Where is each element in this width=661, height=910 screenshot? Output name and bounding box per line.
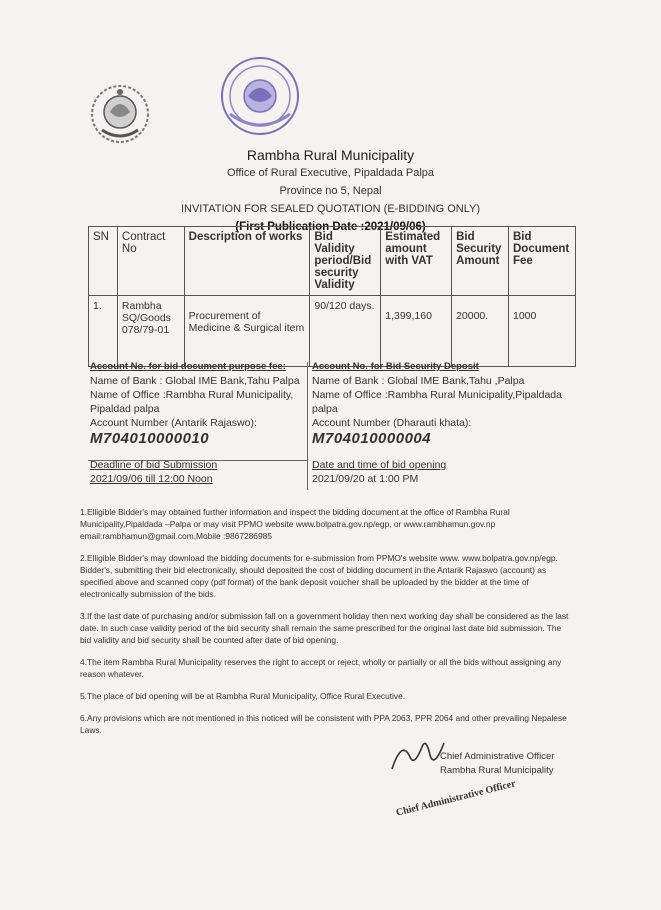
bid-security-account-number: M704010000004 (312, 430, 432, 447)
cell-bid-validity: 90/120 days. (310, 296, 381, 367)
signatory-title: Chief Administrative Officer (440, 751, 555, 762)
cell-description: Procurement of Medicine & Surgical item (184, 296, 310, 367)
col-bid-validity: Bid Validity period/Bid security Validity (310, 227, 381, 296)
col-document-fee: Bid Document Fee (509, 227, 576, 296)
notes-section (80, 506, 572, 746)
invitation-title: INVITATION FOR SEALED QUOTATION (E-BIDDING ONLY) (180, 203, 481, 215)
note-3: 3.If the last date of purchasing and/or submission fall on a government holiday then next working day shall be considered as the last date. In such case validity period of the bid security shall remain the same prescribed for the original last date bid submission. The bid validity and bid security shall be counted after date of bid opening. (80, 611, 569, 645)
notice-header (0, 146, 661, 236)
signature-icon (388, 735, 448, 775)
col-description: Description of works (184, 227, 310, 296)
note-5: 5.The place of bid opening will be at Rambha Rural Municipality, Office Rural Executive. (80, 691, 406, 701)
signature-block (440, 750, 554, 778)
signatory-office: Rambha Rural Municipality (440, 765, 554, 776)
table-row (89, 296, 576, 367)
cell-bid-security: 20000. (452, 296, 509, 367)
cell-contract-no: Rambha SQ/Goods 078/79-01 (117, 296, 184, 367)
note-2: 2.Elligible Bidder's may download the bidding documents for e-submission from PPMO's website www. www.bolpatra.gov.np/egp. Bidder's, submitting their bid electronically, should deposited the cost of bidding document in the Antarik Rajaswo (account) as specified above and scanned copy (pdf format) of the bank deposit voucher shall be uploaded by the bidder at the time of electronically submission of the bids. (80, 553, 558, 599)
nepal-emblem-icon (88, 82, 152, 146)
account-section (88, 360, 576, 494)
note-1: 1.Elligible Bidder's may obtained further information and inspect the bidding document at the office of Rambha Rural Municipality,Pipaldada –Palpa or may visit PPMO website www.bolpatra.gov.np/egp, or www.rambhamun.gov.np email:rambhamun@gmail.com,Mobile :9867286985 (80, 507, 510, 541)
deadline-value: 2021/09/06 till 12:00 Noon (90, 473, 213, 485)
document-fee-account-label: Account Number (Antarik Rajaswo): (90, 417, 257, 429)
bid-security-bank: Name of Bank : Global IME Bank,Tahu ,Palpa (312, 375, 525, 387)
bid-security-account (312, 360, 572, 486)
opening-value: 2021/09/20 at 1:00 PM (312, 473, 419, 485)
document-fee-account-number: M704010000010 (90, 430, 210, 447)
cell-sn: 1. (89, 296, 118, 367)
note-6: 6.Any provisions which are not mentioned in this noticed will be consistent with PPA 2063, PPR 2064 and other prevailing Nepalese Laws. (80, 713, 567, 735)
officer-stamp: Chief Administrative Officer (395, 778, 517, 819)
publication-date: (First Publication Date :2021/09/06) (235, 221, 426, 233)
document-fee-heading: Account No. for bid document purpose fee: (90, 361, 286, 372)
bid-security-heading: Account No. for Bid Security Deposit (312, 361, 479, 372)
deadline-label: Deadline of bid Submission (90, 459, 218, 471)
office-line: Office of Rural Executive, Pipaldada Palpa (226, 167, 435, 179)
municipality-seal-icon (218, 54, 302, 138)
cell-document-fee: 1000 (509, 296, 576, 367)
bid-table (88, 226, 576, 367)
opening-label: Date and time of bid opening (312, 459, 447, 471)
cell-estimated-amount: 1,399,160 (381, 296, 452, 367)
bid-security-account-label: Account Number (Dharauti khata): (312, 417, 472, 429)
table-header-row (89, 227, 576, 296)
col-sn: SN (89, 227, 118, 296)
document-fee-account (90, 360, 304, 486)
municipality-title: Rambha Rural Municipality (246, 147, 415, 163)
col-contract-no: Contract No (117, 227, 184, 296)
province-line: Province no 5, Nepal (279, 185, 382, 197)
document-fee-office: Name of Office :Rambha Rural Municipality, Pipaldad palpa (90, 389, 294, 415)
col-estimated-amount: Estimated amount with VAT (381, 227, 452, 296)
document-fee-bank: Name of Bank : Global IME Bank,Tahu Palpa (90, 375, 300, 387)
col-bid-security: Bid Security Amount (452, 227, 509, 296)
note-4: 4.The item Rambha Rural Municipality reserves the right to accept or reject, wholly or partially or all the bids without assigning any reason whatever. (80, 657, 562, 679)
account-divider (307, 362, 308, 490)
bid-security-office: Name of Office :Rambha Rural Municipality,Pipaldada palpa (312, 389, 562, 415)
